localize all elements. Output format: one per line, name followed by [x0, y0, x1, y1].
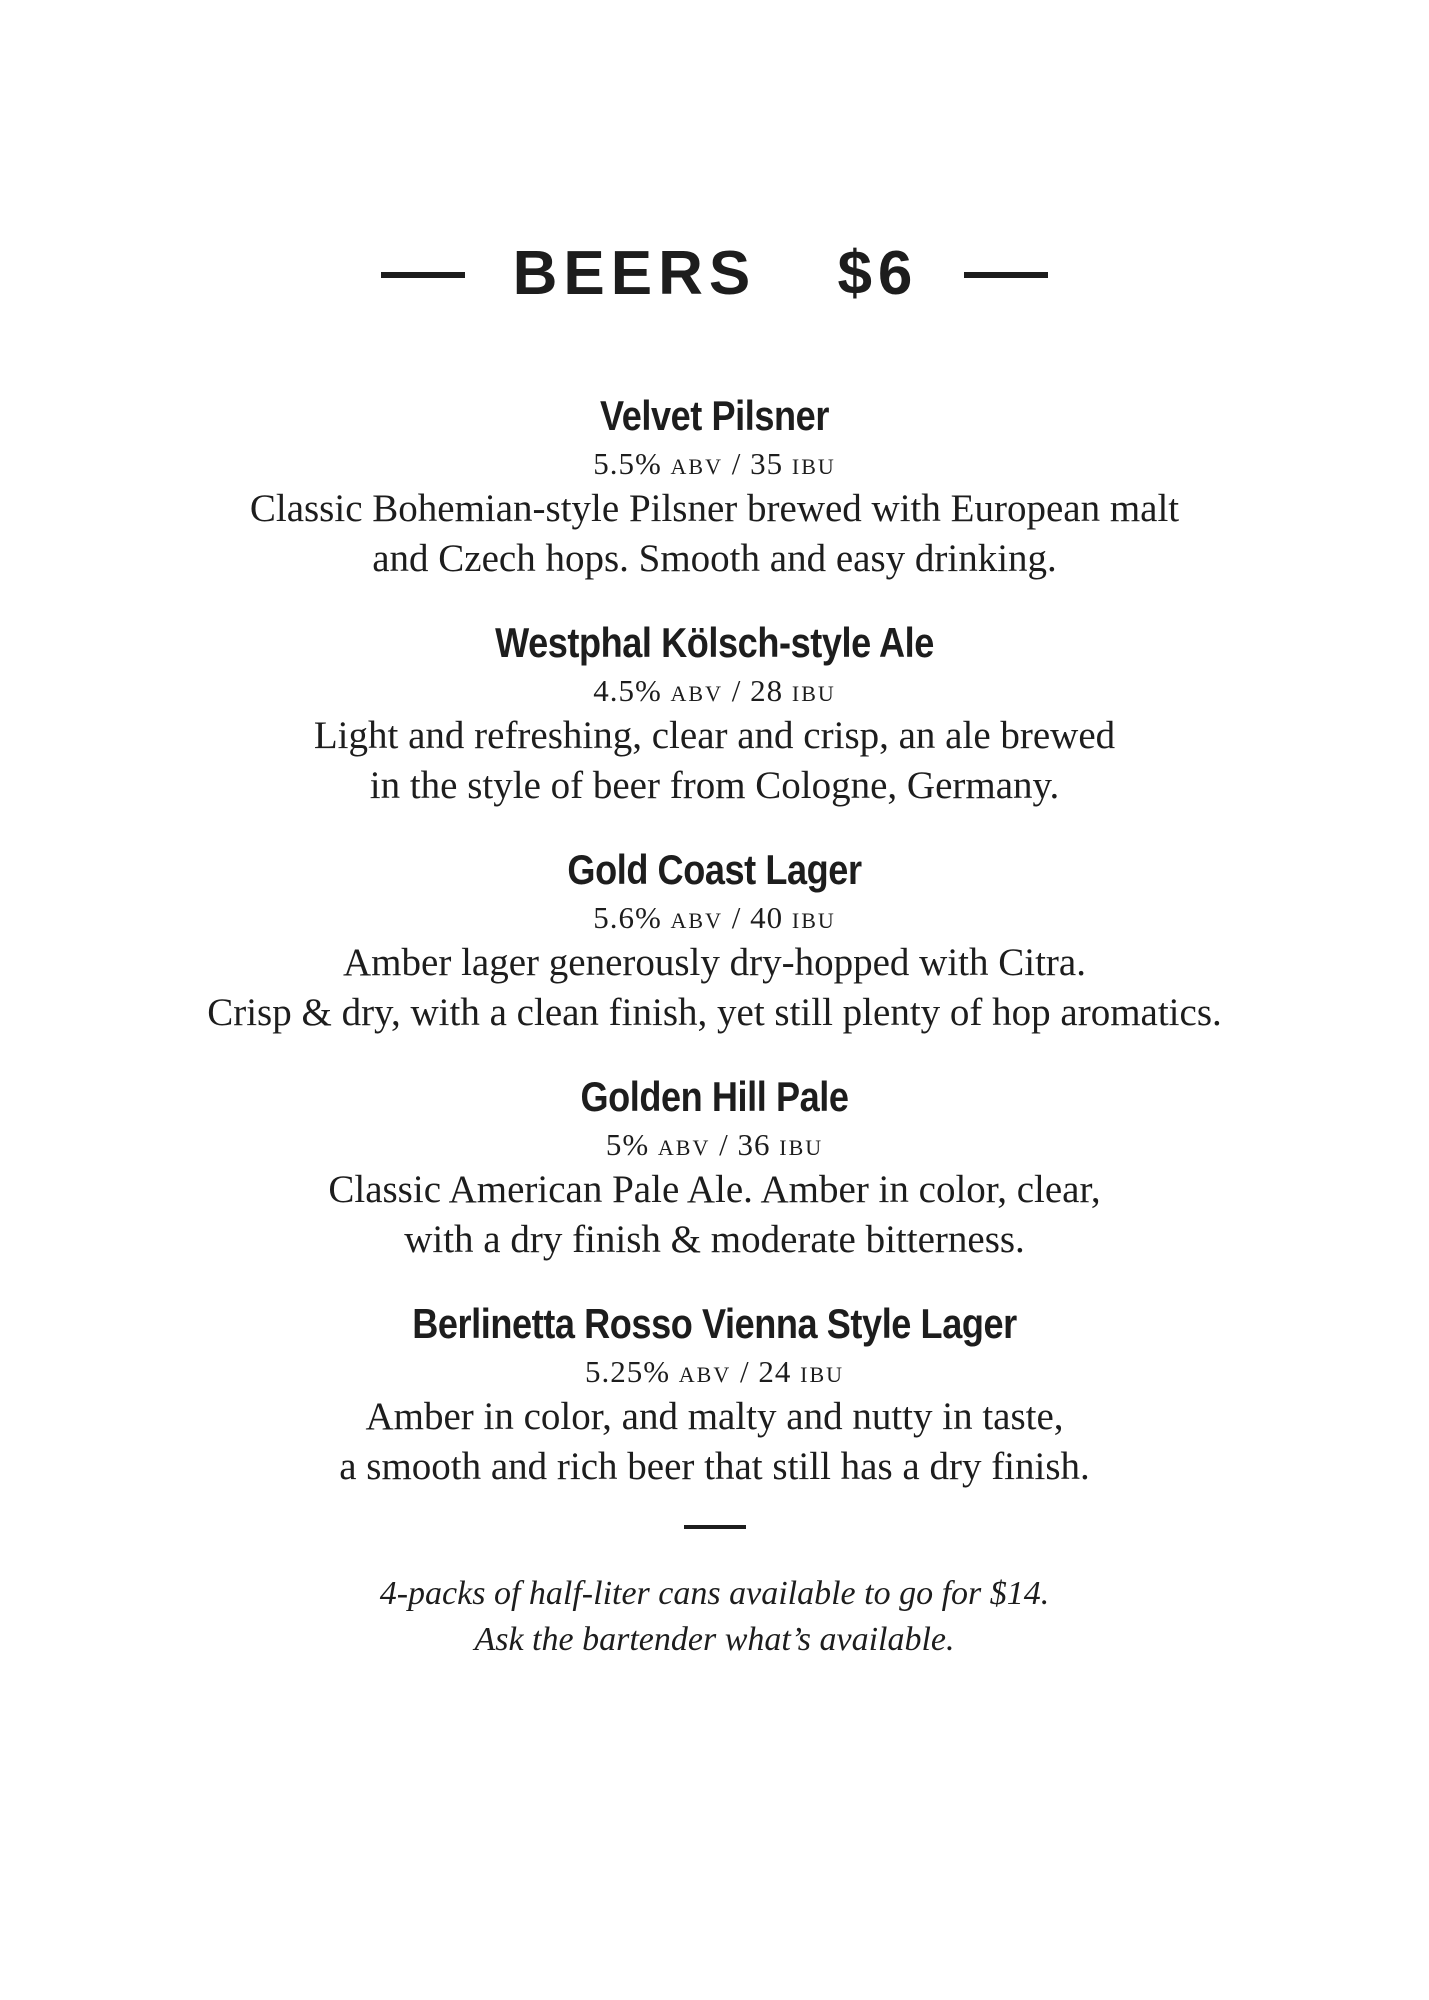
beer-ibu: 36 — [737, 1127, 771, 1162]
beer-abv: 4.5% — [593, 673, 662, 708]
beer-description-line: Amber in color, and malty and nutty in taste, — [365, 1395, 1064, 1438]
beer-description-line: Classic Bohemian-style Pilsner brewed with European malt — [249, 487, 1180, 530]
beer-item — [0, 1071, 1429, 1265]
beer-description-line: with a dry finish & moderate bitterness. — [404, 1218, 1025, 1261]
beer-abv: 5.5% — [593, 446, 662, 481]
beer-name: Velvet Pilsner — [600, 392, 829, 439]
section-divider — [684, 1525, 746, 1529]
beer-abv: 5.25% — [584, 1354, 671, 1389]
abv-unit: abv — [657, 1127, 711, 1162]
section-price: $6 — [837, 239, 919, 308]
beer-abv: 5.6% — [593, 900, 662, 935]
ibu-unit: ibu — [791, 446, 836, 481]
beer-description-line: Amber lager generously dry-hopped with Citra. — [343, 941, 1086, 984]
beer-ibu: 40 — [750, 900, 784, 935]
beer-ibu: 24 — [758, 1354, 792, 1389]
beer-abv: 5% — [605, 1127, 650, 1162]
ibu-unit: ibu — [791, 673, 836, 708]
beer-name: Westphal Kölsch-style Ale — [495, 619, 934, 666]
beer-name: Golden Hill Pale — [580, 1073, 849, 1120]
beer-stats — [0, 671, 1429, 711]
menu-footer-note — [0, 1571, 1429, 1663]
beer-stats — [0, 1352, 1429, 1392]
abv-unit: abv — [678, 1354, 732, 1389]
beer-item — [0, 617, 1429, 811]
section-title: BEERS — [512, 239, 757, 308]
beer-description-line: Classic American Pale Ale. Amber in color, clear, — [328, 1168, 1101, 1211]
stats-separator: / — [740, 1354, 750, 1389]
stats-separator: / — [731, 673, 742, 708]
header-right-dash — [964, 272, 1048, 278]
beer-stats — [0, 898, 1429, 938]
beer-item — [0, 844, 1429, 1038]
beer-ibu: 35 — [750, 446, 784, 481]
beer-item — [0, 1298, 1429, 1492]
footer-note-line: Ask the bartender what’s available. — [474, 1621, 955, 1658]
abv-unit: abv — [670, 446, 723, 481]
footer-note-line: 4-packs of half-liter cans available to go for $14. — [379, 1575, 1050, 1612]
abv-unit: abv — [670, 673, 723, 708]
beer-description-line: Crisp & dry, with a clean finish, yet still plenty of hop aromatics. — [207, 991, 1222, 1034]
beer-item — [0, 390, 1429, 584]
ibu-unit: ibu — [779, 1127, 824, 1162]
beer-description-line: a smooth and rich beer that still has a dry finish. — [339, 1445, 1090, 1488]
ibu-unit: ibu — [791, 900, 836, 935]
stats-separator: / — [731, 446, 742, 481]
stats-separator: / — [719, 1127, 729, 1162]
header-left-dash — [381, 272, 465, 278]
beer-description-line: Light and refreshing, clear and crisp, an ale brewed — [313, 714, 1116, 757]
abv-unit: abv — [670, 900, 723, 935]
beer-list — [0, 390, 1429, 1663]
beer-stats — [0, 1125, 1429, 1165]
beer-description-line: and Czech hops. Smooth and easy drinking. — [372, 537, 1057, 580]
beer-stats — [0, 444, 1429, 484]
beer-description-line: in the style of beer from Cologne, Germany. — [369, 764, 1060, 807]
ibu-unit: ibu — [800, 1354, 845, 1389]
menu-header — [0, 238, 1429, 310]
beer-ibu: 28 — [750, 673, 784, 708]
beer-name: Berlinetta Rosso Vienna Style Lager — [412, 1300, 1017, 1347]
stats-separator: / — [731, 900, 742, 935]
beer-name: Gold Coast Lager — [567, 846, 862, 893]
